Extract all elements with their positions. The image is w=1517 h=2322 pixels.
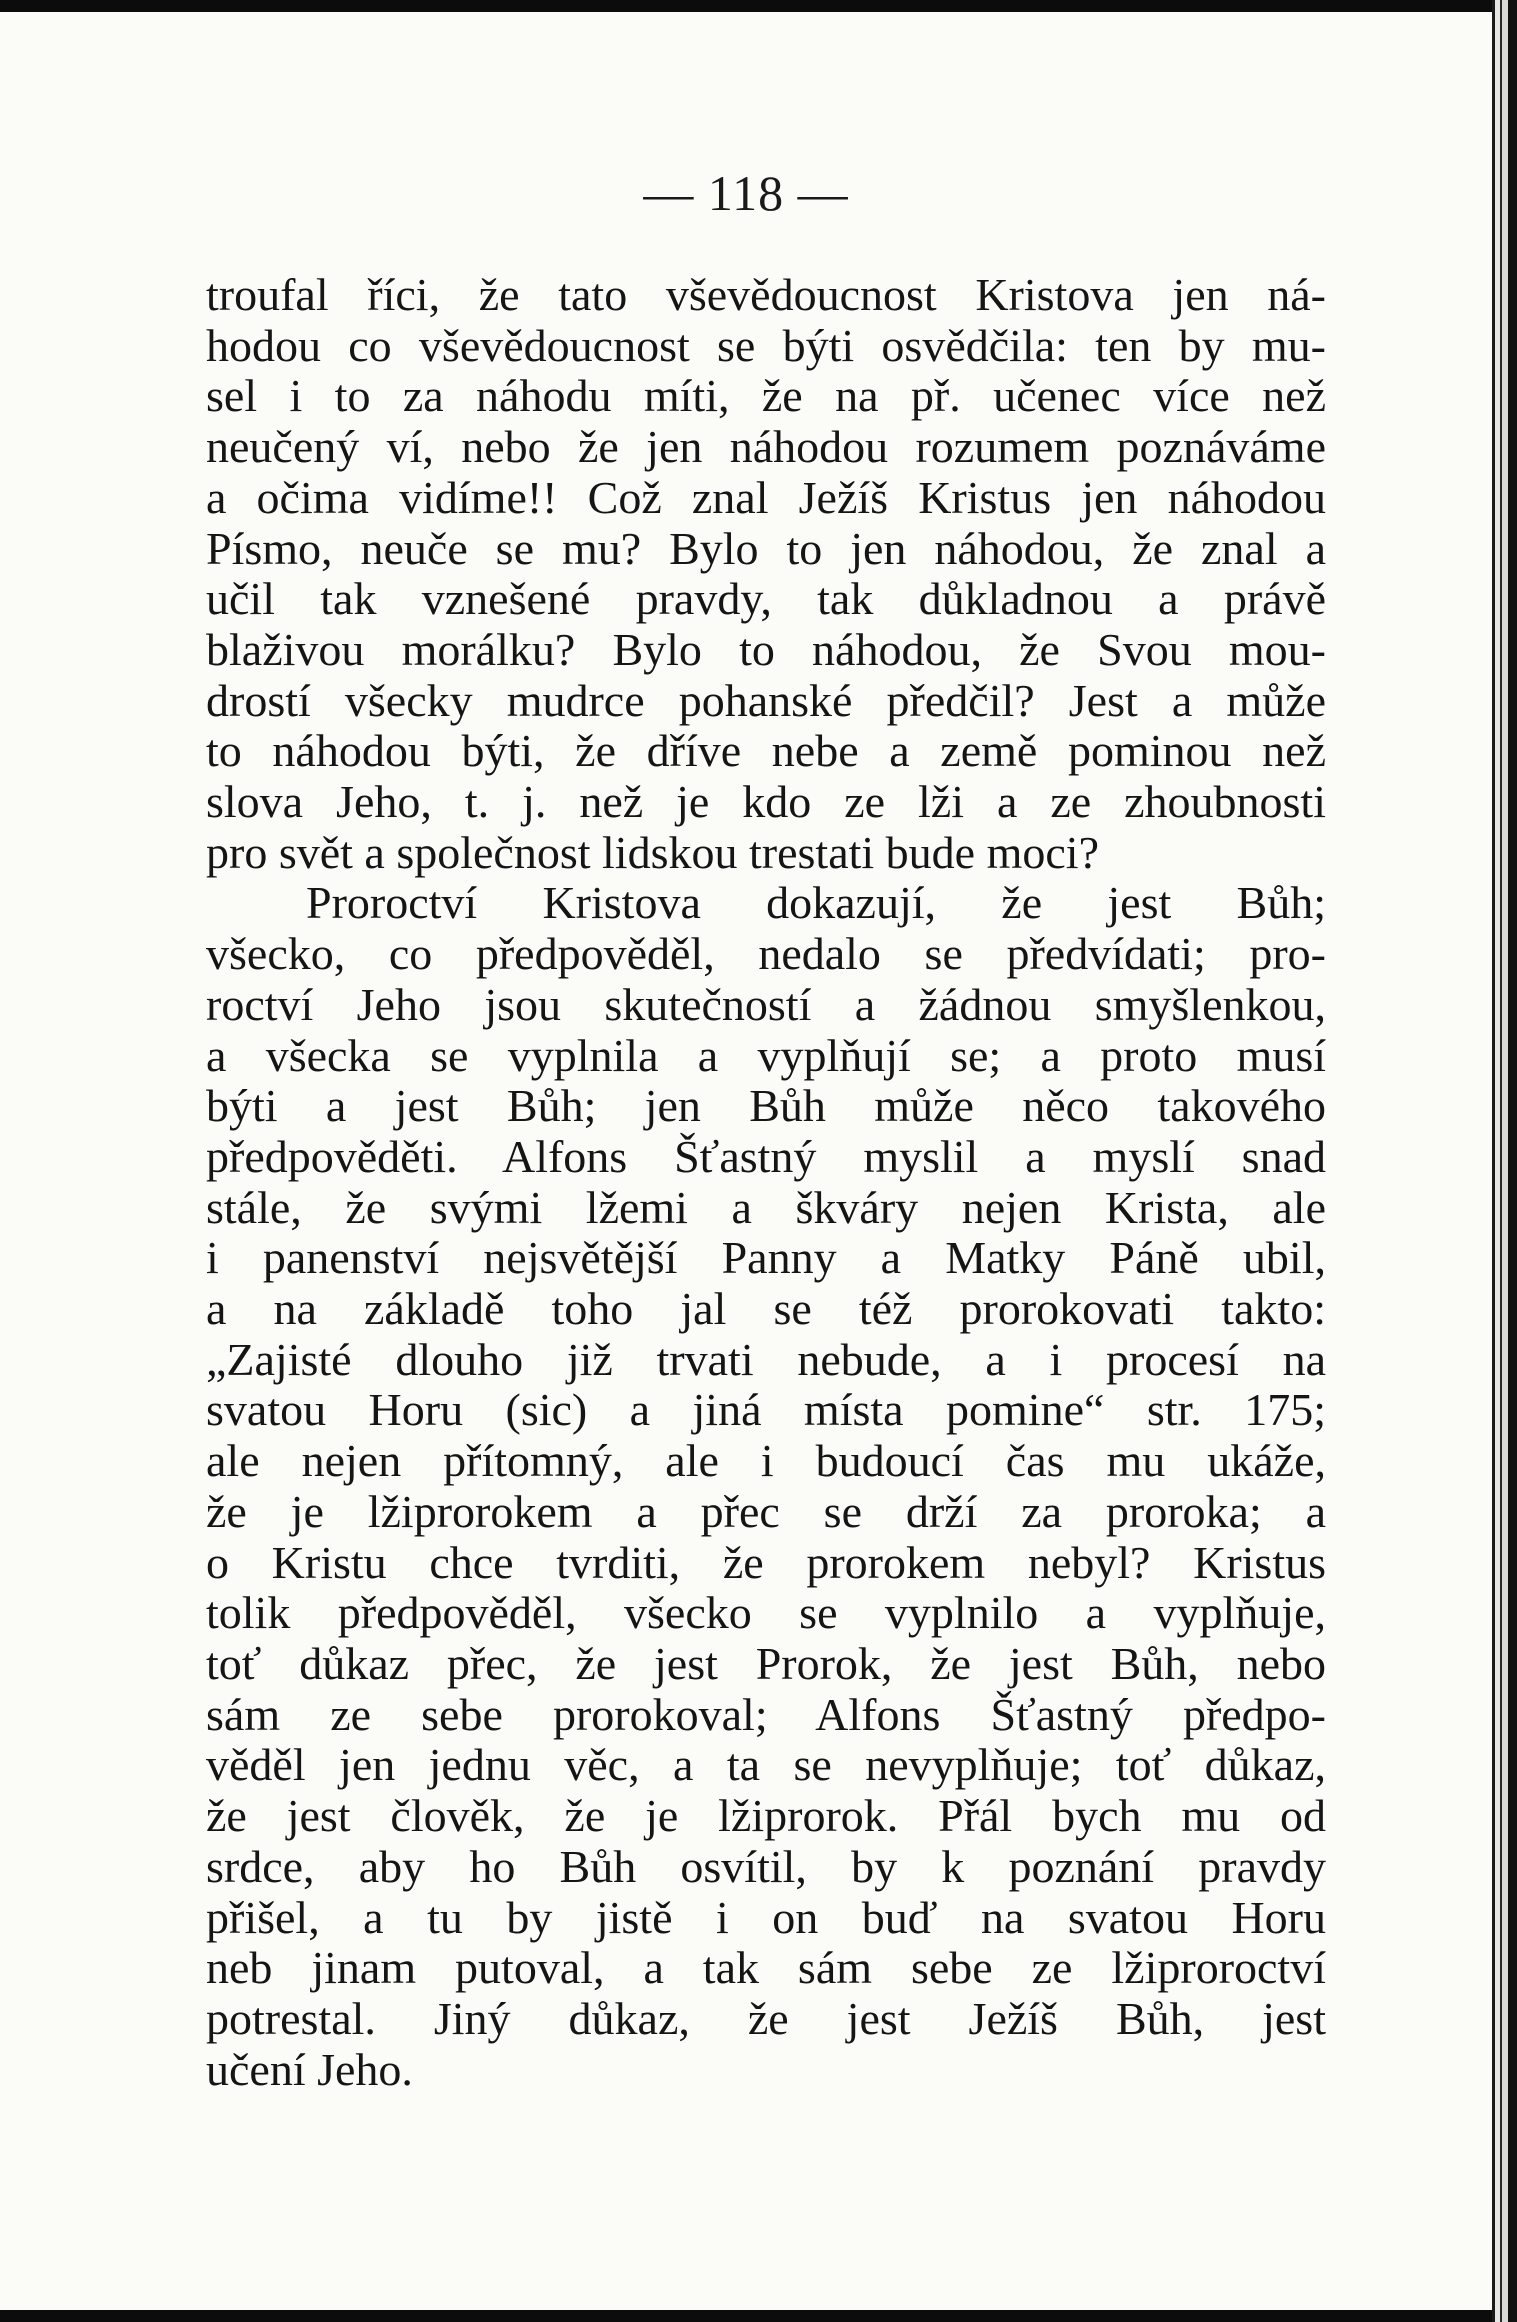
- text-line: a na základě toho jal se též prorokovati takto:: [206, 1283, 1326, 1335]
- text-line: pro svět a společnost lidskou trestati bude moci?: [206, 826, 1099, 878]
- text-line: troufal říci, že tato vševědoucnost Kristova jen ná-: [206, 269, 1326, 320]
- text-line: toť důkaz přec, že jest Prorok, že jest Bůh, nebo: [206, 1637, 1326, 1689]
- text-line: býti a jest Bůh; jen Bůh může něco takového: [206, 1080, 1326, 1132]
- text-line: blaživou morálku? Bylo to náhodou, že Svou mou-: [206, 623, 1326, 675]
- text-line: Písmo, neuče se mu? Bylo to jen náhodou, že znal a: [206, 522, 1326, 574]
- text-line: tolik předpověděl, všecko se vyplnilo a vyplňuje,: [206, 1587, 1326, 1639]
- text-line: roctví Jeho jsou skutečností a žádnou smyšlenkou,: [206, 978, 1326, 1030]
- text-line: Proroctví Kristova dokazují, že jest Bůh;: [306, 877, 1326, 929]
- book-page: [0, 12, 1492, 2310]
- text-line: učil tak vznešené pravdy, tak důkladnou a právě: [206, 573, 1326, 625]
- text-line: svatou Horu (sic) a jiná místa pomine“ str. 175;: [206, 1384, 1326, 1436]
- text-line: neb jinam putoval, a tak sám sebe ze lžiproroctví: [206, 1942, 1326, 1994]
- text-line: že je lžiprorokem a přec se drží za proroka; a: [206, 1485, 1326, 1537]
- text-body: [206, 270, 1326, 2095]
- text-line: všecko, co předpověděl, nedalo se předvídati; pro-: [206, 928, 1326, 980]
- text-line: stále, že svými lžemi a škváry nejen Krista, ale: [206, 1181, 1326, 1233]
- text-line: srdce, aby ho Bůh osvítil, by k poznání pravdy: [206, 1840, 1326, 1892]
- text-line: i panenství nejsvětější Panny a Matky Páně ubil,: [206, 1232, 1326, 1284]
- text-line: přišel, a tu by jistě i on buď na svatou Horu: [206, 1891, 1326, 1943]
- text-line: že jest člověk, že je lžiprorok. Přál bych mu od: [206, 1790, 1326, 1842]
- text-line: potrestal. Jiný důkaz, že jest Ježíš Bůh, jest: [206, 1992, 1326, 2044]
- text-line: o Kristu chce tvrditi, že prorokem nebyl? Kristus: [206, 1536, 1326, 1588]
- text-line: slova Jeho, t. j. než je kdo ze lži a ze zhoubnosti: [206, 776, 1326, 828]
- text-line: ale nejen přítomný, ale i budoucí čas mu ukáže,: [206, 1435, 1326, 1487]
- text-line: sám ze sebe prorokoval; Alfons Šťastný předpo-: [206, 1688, 1326, 1740]
- text-line: a očima vidíme!! Což znal Ježíš Kristus jen náhodou: [206, 471, 1326, 523]
- text-line: „Zajisté dlouho již trvati nebude, a i procesí na: [206, 1333, 1326, 1385]
- text-line: učení Jeho.: [206, 2043, 413, 2095]
- text-line: neučený ví, nebo že jen náhodou rozumem poznáváme: [206, 421, 1326, 473]
- text-line: předpověděti. Alfons Šťastný myslil a myslí snad: [206, 1130, 1326, 1182]
- text-line: drostí všecky mudrce pohanské předčil? Jest a může: [206, 674, 1326, 726]
- text-line: a všecka se vyplnila a vyplňují se; a proto musí: [206, 1029, 1326, 1081]
- text-line: věděl jen jednu věc, a ta se nevyplňuje; toť důkaz,: [206, 1739, 1326, 1791]
- text-line: to náhodou býti, že dříve nebe a země pominou než: [206, 725, 1326, 777]
- text-line: sel i to za náhodu míti, že na př. učenec více než: [206, 370, 1326, 422]
- page-number: — 118 —: [643, 165, 849, 221]
- page-edge: [1492, 0, 1517, 2322]
- text-line: hodou co vševědoucnost se býti osvědčila: ten by mu-: [206, 319, 1326, 371]
